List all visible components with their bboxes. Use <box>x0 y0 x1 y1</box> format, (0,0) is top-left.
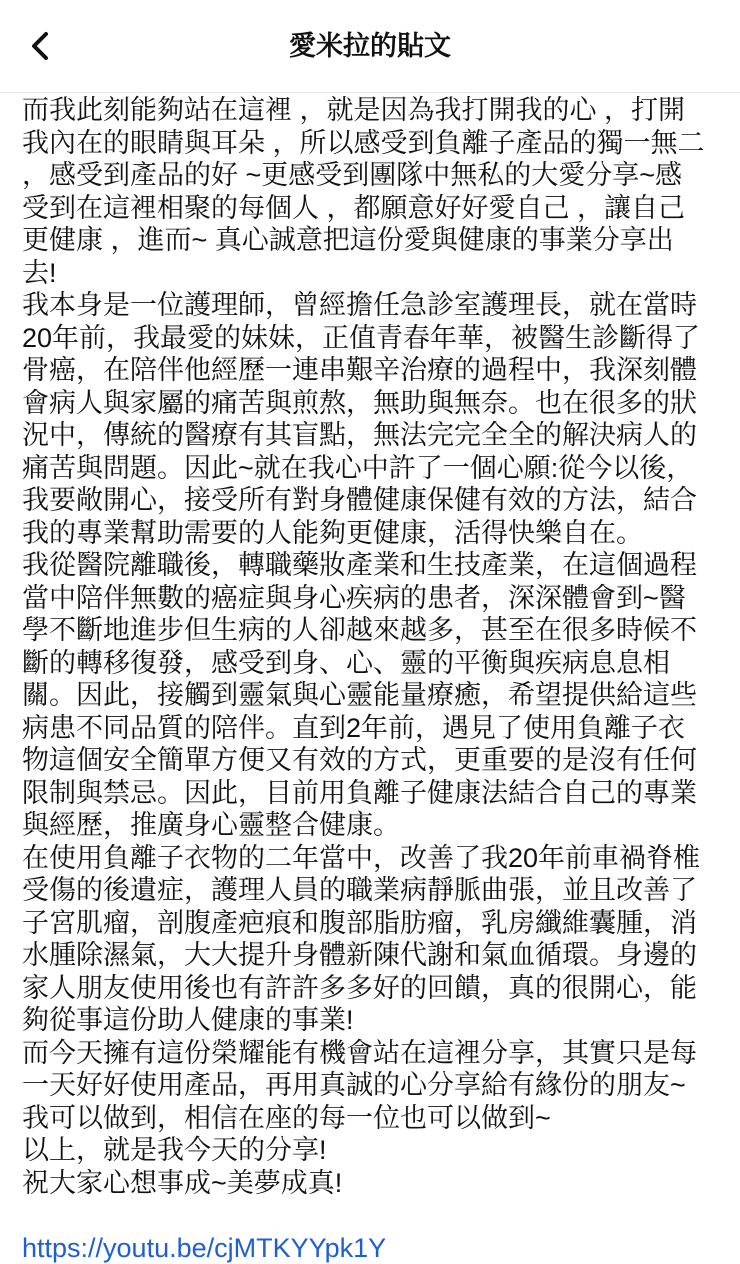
post-text-line: 去! <box>22 257 57 288</box>
post-body <box>22 94 732 1264</box>
top-bar <box>0 0 740 93</box>
post-text-line: 我從醫院離職後，轉職藥妝產業和生技產業，在這個過程 <box>22 550 697 580</box>
post-text-line: 在使用負離子衣物的二年當中，改善了我20年前車禍脊椎 <box>22 842 701 873</box>
post-text-line: 水腫除濕氣，大大提升身體新陳代謝和氣血循環。身邊的 <box>22 940 697 970</box>
post-text-line: 我本身是一位護理師，曾經擔任急診室護理長，就在當時 <box>22 290 697 320</box>
post-text-line: 而今天擁有這份榮耀能有機會站在這裡分享，其實只是每 <box>22 1037 697 1068</box>
post-text-line: 會病人與家屬的痛苦與煎熬，無助與無奈。也在很多的狀 <box>22 387 697 418</box>
post-text-line: 當中陪伴無數的癌症與身心疾病的患者，深深體會到~醫 <box>22 582 686 613</box>
post-text-line: 一天好好使用產品，再用真誠的心分享給有緣份的朋友~ <box>22 1070 686 1100</box>
post-text-line: 我內在的眼睛與耳朵 ，所以感受到負離子產品的獨一無二 <box>22 127 705 158</box>
post-text-line: 限制與禁忌。因此，目前用負離子健康法結合自己的專業 <box>22 777 697 808</box>
post-text-line: 與經歷，推廣身心靈整合健康。 <box>22 810 400 840</box>
post-text-line: 20年前，我最愛的妹妹，正值青春年華，被醫生診斷得了 <box>22 322 701 353</box>
post-text-line: 骨癌，在陪伴他經歷一連串艱辛治療的過程中，我深刻體 <box>22 355 697 385</box>
post-text-line: 我可以做到，相信在座的每一位也可以做到~ <box>22 1102 551 1133</box>
post-text-line: 斷的轉移復發，感受到身、心、靈的平衡與疾病息息相 <box>22 647 670 678</box>
post-text-line: 更健康 ，進而~ 真心誠意把這份愛與健康的事業分享出 <box>22 225 674 255</box>
post-text <box>22 94 732 1199</box>
post-text-line: 學不斷地進步但生病的人卻越來越多，甚至在很多時候不 <box>22 615 697 645</box>
post-text-line: 受傷的後遺症，護理人員的職業病靜脈曲張，並且改善了 <box>22 875 697 905</box>
post-text-line: 我要敞開心，接受所有對身體健康保健有效的方法，結合 <box>22 485 697 515</box>
post-text-line: 關。因此，接觸到靈氣與心靈能量療癒，希望提供給這些 <box>22 680 697 710</box>
post-text-line: 物這個安全簡單方便又有效的方式，更重要的是沒有任何 <box>22 745 697 775</box>
post-text-line: 祝大家心想事成~美夢成真! <box>22 1167 343 1198</box>
post-text-line: 夠從事這份助人健康的事業! <box>22 1005 354 1035</box>
page-title: 愛米拉的貼文 <box>289 31 451 61</box>
post-text-line: 受到在這裡相聚的每個人 ，都願意好好愛自己 ，讓自己 <box>22 192 686 223</box>
blank-line <box>22 1199 732 1232</box>
post-text-line: 我的專業幫助需要的人能夠更健康，活得快樂自在。 <box>22 517 643 548</box>
post-text-line: 子宮肌瘤，剖腹產疤痕和腹部脂肪瘤，乳房纖維囊腫，消 <box>22 907 697 938</box>
youtube-link[interactable]: https://youtu.be/cjMTKYYpk1Y <box>22 1232 387 1263</box>
post-text-line: 而我此刻能夠站在這裡 ，就是因為我打開我的心 ，打開 <box>22 95 686 125</box>
post-text-line: 況中，傳統的醫療有其盲點，無法完完全全的解決病人的 <box>22 420 697 450</box>
post-text-line: ，感受到產品的好 ~更感受到團隊中無私的大愛分享~感 <box>22 160 683 190</box>
post-text-line: 病患不同品質的陪伴。直到2年前，遇見了使用負離子衣 <box>22 712 686 743</box>
post-text-line: 以上，就是我今天的分享! <box>22 1135 327 1165</box>
post-text-line: 家人朋友使用後也有許許多多好的回饋，真的很開心，能 <box>22 972 697 1003</box>
post-text-line: 痛苦與問題。因此~就在我心中許了一個心願:從今以後， <box>22 452 694 483</box>
